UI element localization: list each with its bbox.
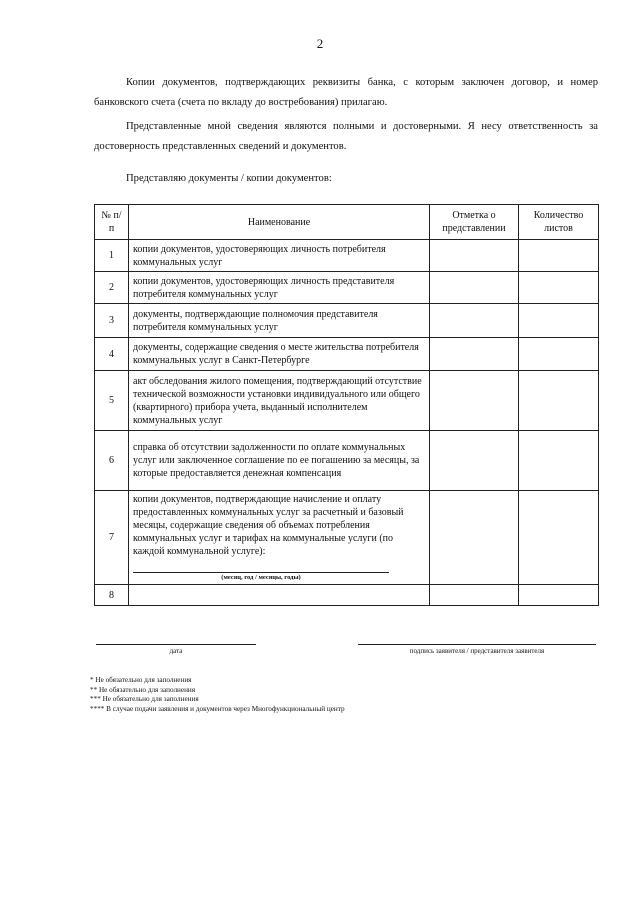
row-mark-cell[interactable] xyxy=(430,338,519,371)
row-count-cell[interactable] xyxy=(519,240,599,272)
row-mark-cell[interactable] xyxy=(430,304,519,338)
row-count-cell[interactable] xyxy=(519,338,599,371)
row-name: копии документов, удостоверяющих личность представителя потребителя коммунальных услуг xyxy=(129,272,430,304)
row-num: 5 xyxy=(95,371,129,431)
date-caption: дата xyxy=(169,647,183,655)
row-mark-cell[interactable] xyxy=(430,491,519,585)
documents-intro: Представляю документы / копии документов: xyxy=(126,173,332,184)
signature-line[interactable] xyxy=(358,644,596,645)
row-count-cell[interactable] xyxy=(519,585,599,606)
confirmation-paragraph xyxy=(94,117,598,157)
footnote: *** Не обязательно для заполнения xyxy=(90,695,199,704)
page-number: 2 xyxy=(316,36,324,51)
row-name: акт обследования жилого помещения, подтверждающий отсутствие технической возможности установки индивидуального или общего (квартирного) прибора учета, выданный исполнителем коммунальных услуг xyxy=(129,371,430,431)
row-mark-cell[interactable] xyxy=(430,272,519,304)
row-num: 1 xyxy=(95,240,129,272)
footnote: ** Не обязательно для заполнения xyxy=(90,685,196,694)
row-num: 8 xyxy=(95,585,129,606)
header-count: Количество листов xyxy=(519,205,599,240)
row-num: 6 xyxy=(95,431,129,491)
row-name-cell xyxy=(129,491,430,585)
row-num: 7 xyxy=(95,491,129,585)
header-mark: Отметка о представлении xyxy=(430,205,519,240)
table-row xyxy=(95,585,599,606)
row-mark-cell[interactable] xyxy=(430,371,519,431)
row-name: копии документов, удостоверяющих личность потребителя коммунальных услуг xyxy=(129,240,430,272)
bank-details-text: Копии документов, подтверждающих реквизиты банка, с которым заключен договор, и номер банковского счета (счета по вкладу до востребования) прилагаю. xyxy=(94,77,598,108)
row-num: 3 xyxy=(95,304,129,338)
table-row xyxy=(95,431,599,491)
row-mark-cell[interactable] xyxy=(430,240,519,272)
footnote: **** В случае подачи заявления и документов через Многофункциональный центр xyxy=(90,704,345,713)
table-row xyxy=(95,240,599,272)
table-row xyxy=(95,338,599,371)
row-mark-cell[interactable] xyxy=(430,431,519,491)
row-count-cell[interactable] xyxy=(519,304,599,338)
row-count-cell[interactable] xyxy=(519,431,599,491)
row-num: 4 xyxy=(95,338,129,371)
footnote: * Не обязательно для заполнения xyxy=(90,676,192,684)
table-row xyxy=(95,304,599,338)
header-num: № п/п xyxy=(95,205,129,240)
table-row xyxy=(95,491,599,585)
date-line[interactable] xyxy=(96,644,256,645)
table-row xyxy=(95,272,599,304)
row-name: документы, подтверждающие полномочия представителя потребителя коммунальных услуг xyxy=(129,304,430,338)
row-count-cell[interactable] xyxy=(519,371,599,431)
header-name: Наименование xyxy=(129,205,430,240)
bank-details-paragraph xyxy=(94,73,598,113)
row-mark-cell[interactable] xyxy=(430,585,519,606)
table-header-row xyxy=(95,205,599,240)
signature-caption: подпись заявителя / представителя заявителя xyxy=(409,647,545,655)
row-name[interactable] xyxy=(129,585,430,606)
row-count-cell[interactable] xyxy=(519,272,599,304)
row-name: копии документов, подтверждающие начисление и оплату предоставленных коммунальных услуг за расчетный и базовый месяцы, содержащие сведения об объемах потребления коммунальных услуг и тарифах на коммунальные услуги (по каждой коммунальной услуге): xyxy=(133,494,404,557)
row-name: справка об отсутствии задолженности по оплате коммунальных услуг или заключенное соглашение по ее погашению за месяцы, за которые предоставляется денежная компенсация xyxy=(129,431,430,491)
month-year-caption: (месяц, год / месяцы, годы) xyxy=(221,574,301,581)
footnotes xyxy=(90,676,345,714)
documents-table xyxy=(94,204,599,606)
row-num: 2 xyxy=(95,272,129,304)
confirmation-text: Представленные мной сведения являются полными и достоверными. Я несу ответственность за достоверность представленных сведений и документов. xyxy=(94,121,598,152)
table-row xyxy=(95,371,599,431)
row-name: документы, содержащие сведения о месте жительства потребителя коммунальных услуг в Санкт-Петербурге xyxy=(129,338,430,371)
row-count-cell[interactable] xyxy=(519,491,599,585)
